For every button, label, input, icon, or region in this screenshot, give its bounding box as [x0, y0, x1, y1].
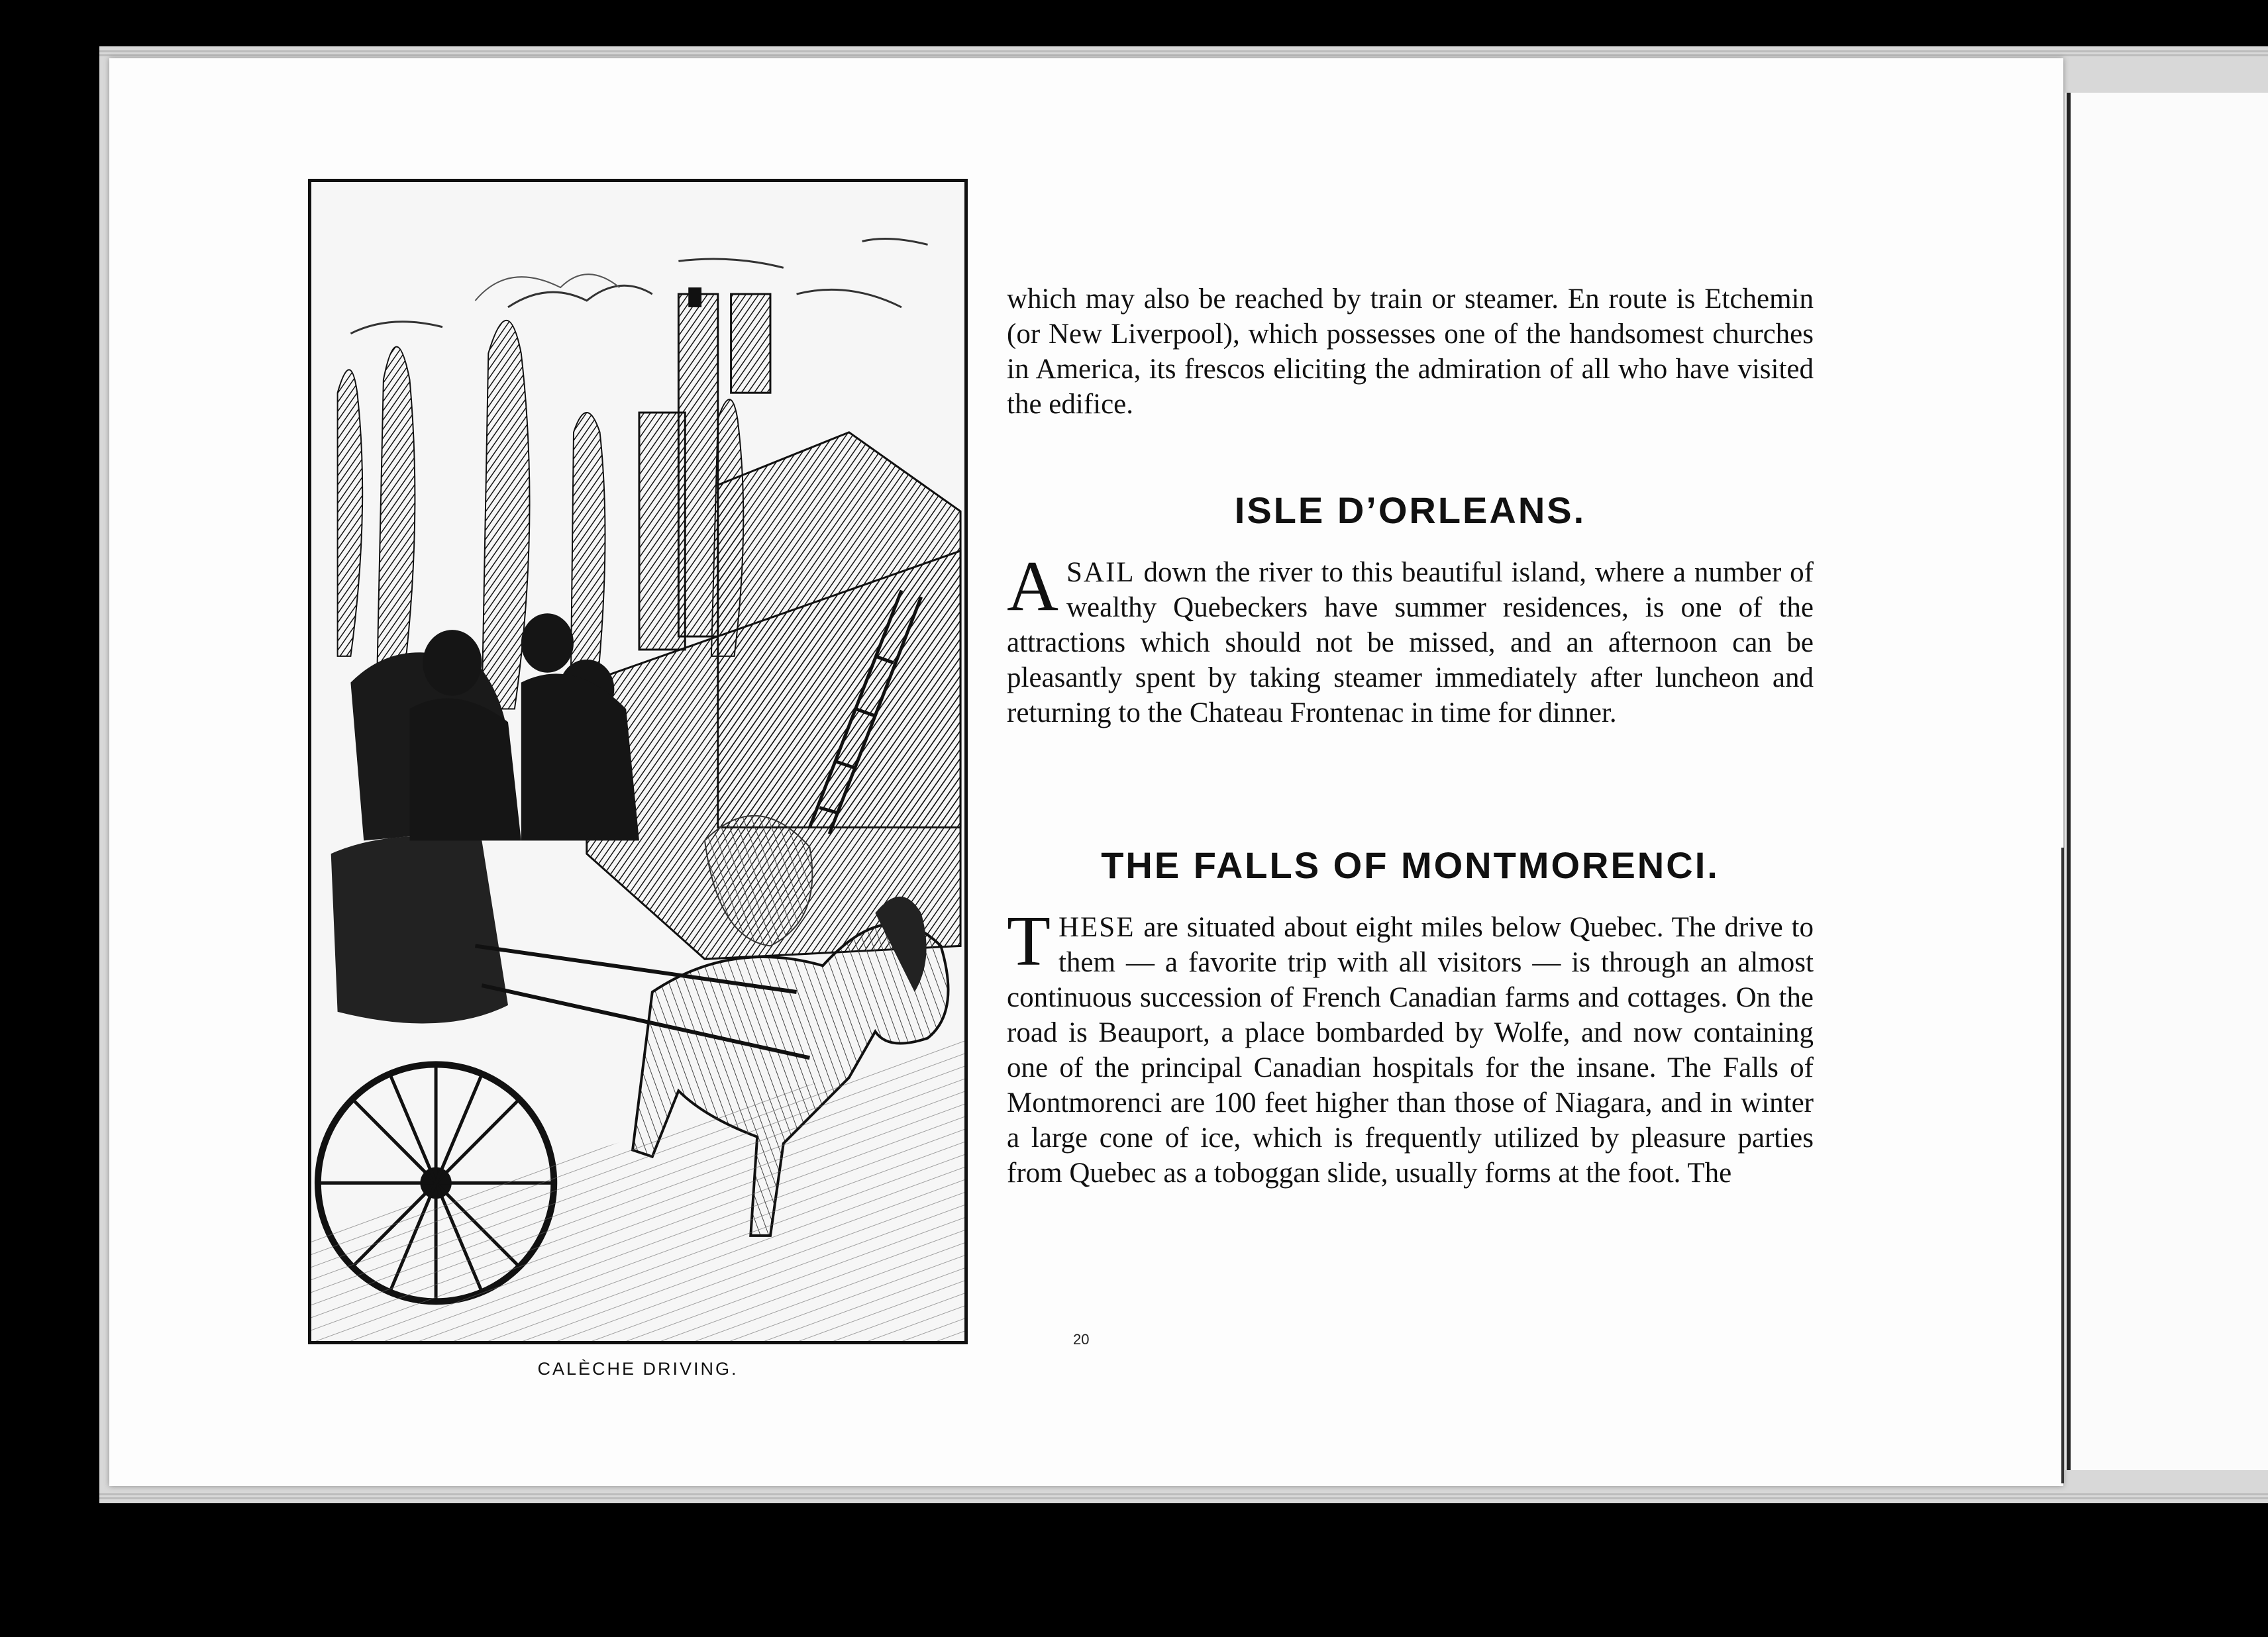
- section-heading-isle-dorleans: ISLE D’ORLEANS.: [1234, 489, 1586, 531]
- caleche-illustration: [308, 179, 968, 1344]
- illustration-caption: CALÈCHE DRIVING.: [537, 1359, 739, 1379]
- section-body: are situated about eight miles below Quebec. The drive to them — a favorite trip with all visitors — is through an almost continuous succession of French Canadian farms and cottages. On the road is Beauport, a place bombarded by Wolfe, and now containing one of the principal Canadian hospitals for the insane. The Falls of Montmorenci are 100 feet higher than those of Niagara, and in winter a large cone of ice, which is frequently utilized by pleasure parties from Quebec as a toboggan slide, usually forms at the foot. The: [1007, 912, 1814, 1189]
- section-paragraph: [1007, 547, 1814, 730]
- gutter-rule: [2061, 848, 2064, 1483]
- engraving-image: [311, 182, 964, 1341]
- intro-paragraph: which may also be reached by train or steamer. En route is Etchemin (or New Liverpool), which possesses one of the handsomest churches in America, its frescos eliciting the admiration of all who have visited the edifice.: [1007, 283, 1814, 420]
- drop-cap: A: [1007, 547, 1058, 626]
- facing-page: [2065, 93, 2268, 1470]
- section-heading-falls-montmorenci: THE FALLS OF MONTMORENCI.: [1101, 844, 1720, 886]
- section-body: down the river to this beautiful island, where a number of wealthy Quebeckers have summer residences, is one of the attractions which should not be missed, and an afternoon can be pleasantly spent by taking steamer immediately after luncheon and returning to the Chateau Frontenac in time for dinner.: [1007, 557, 1814, 728]
- intro-paragraph-block: [1007, 281, 1814, 422]
- section-falls-montmorenci: [1007, 902, 1814, 1191]
- drop-cap: T: [1007, 902, 1051, 981]
- facing-page-rule: [2067, 93, 2071, 1470]
- page-number: 20: [1073, 1331, 1090, 1348]
- page-edge: [99, 54, 2268, 56]
- lead-word: SAIL: [1066, 557, 1135, 588]
- page-edge: [99, 50, 2268, 52]
- page-edge: [99, 1493, 2268, 1495]
- section-paragraph: [1007, 902, 1814, 1191]
- page-edge: [99, 1497, 2268, 1499]
- section-isle-dorleans: [1007, 547, 1814, 730]
- lead-word: HESE: [1058, 912, 1135, 943]
